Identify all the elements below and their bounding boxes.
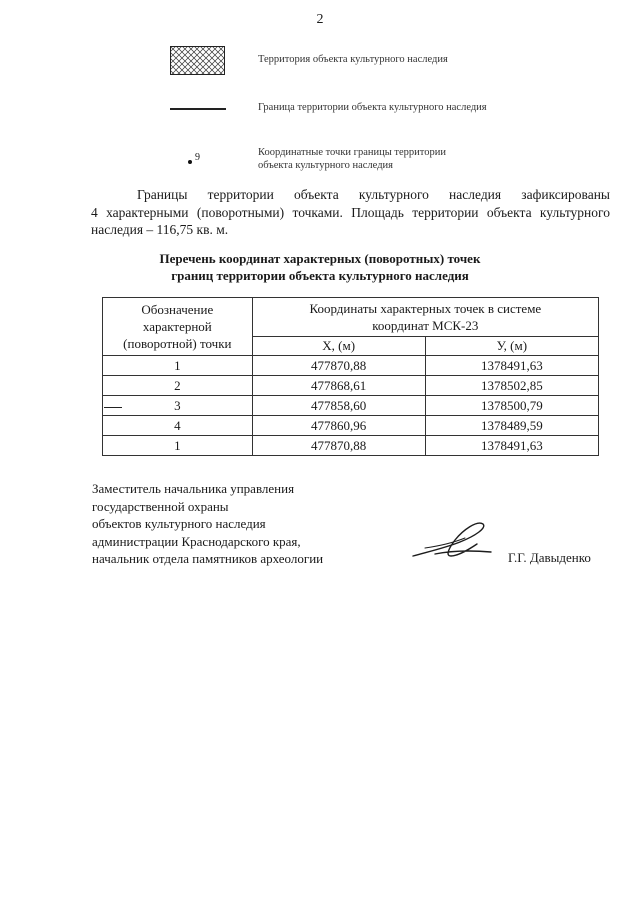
table-row [103, 416, 599, 436]
x-cell: 477868,61 [252, 376, 425, 396]
y-cell: 1378491,63 [425, 436, 598, 456]
y-cell: 1378491,63 [425, 356, 598, 376]
signatory-line4: администрации Краснодарского края, [92, 533, 301, 549]
signatory-position [92, 480, 323, 568]
signatory-line3: объектов культурного наследия [92, 516, 266, 531]
point-cell: 1 [103, 356, 253, 376]
table-row [103, 396, 599, 416]
signatory-line2: государственной охраны [92, 498, 229, 514]
coordinates-table [102, 297, 599, 456]
x-cell: 477860,96 [252, 416, 425, 436]
handwritten-signature [405, 518, 505, 566]
legend-point [0, 146, 640, 186]
point-cell: 3 [103, 396, 253, 416]
legend-territory [0, 46, 640, 86]
table-title [0, 250, 640, 284]
coordinates-column-header: Координаты характерных точек в системе координат МСК-23 [252, 298, 598, 337]
table-title-line1: Перечень координат характерных (поворотных) точек [159, 251, 481, 266]
description-paragraph [91, 186, 610, 239]
point-cell: 1 [103, 436, 253, 456]
x-cell: 477858,60 [252, 396, 425, 416]
margin-mark [104, 407, 122, 408]
y-cell: 1378500,79 [425, 396, 598, 416]
table-row [103, 436, 599, 456]
hatched-area-icon [170, 46, 225, 75]
paragraph-line-3: наследия – 116,75 кв. м. [91, 222, 229, 237]
legend-border-label: Граница территории объекта культурного наследия [258, 102, 487, 113]
signatory-line1: Заместитель начальника управления [92, 481, 295, 496]
legend-territory-label: Территория объекта культурного наследия [258, 54, 448, 65]
signatory-line5: начальник отдела памятников археологии [92, 551, 324, 566]
paragraph-line-1: Границы территории объекта культурного наследия зафиксированы [137, 187, 610, 202]
signer-name: Г.Г. Давыденко [508, 550, 591, 565]
point-column-header: Обозначение характерной (поворотной) точки [103, 298, 253, 356]
point-cell: 2 [103, 376, 253, 396]
legend-point-label-line2: объекта культурного наследия [258, 160, 393, 171]
y-cell: 1378489,59 [425, 416, 598, 436]
point-sample-number: 9 [195, 152, 200, 163]
point-cell: 4 [103, 416, 253, 436]
y-column-header: У, (м) [425, 337, 598, 356]
legend-point-label [258, 146, 446, 172]
coordinate-point-icon [188, 152, 212, 166]
border-line-icon [170, 108, 226, 110]
table-title-line2: границ территории объекта культурного наследия [171, 268, 469, 283]
point-dot-icon [188, 160, 192, 164]
x-cell: 477870,88 [252, 356, 425, 376]
page-number: 2 [316, 12, 324, 27]
y-cell: 1378502,85 [425, 376, 598, 396]
paragraph-line-2: 4 характерными (поворотными) точками. Площадь территории объекта культурного [91, 204, 610, 220]
table-row [103, 376, 599, 396]
x-column-header: X, (м) [252, 337, 425, 356]
x-cell: 477870,88 [252, 436, 425, 456]
legend-border [0, 97, 640, 137]
legend-point-label-line1: Координатные точки границы территории [258, 147, 446, 158]
table-row [103, 356, 599, 376]
